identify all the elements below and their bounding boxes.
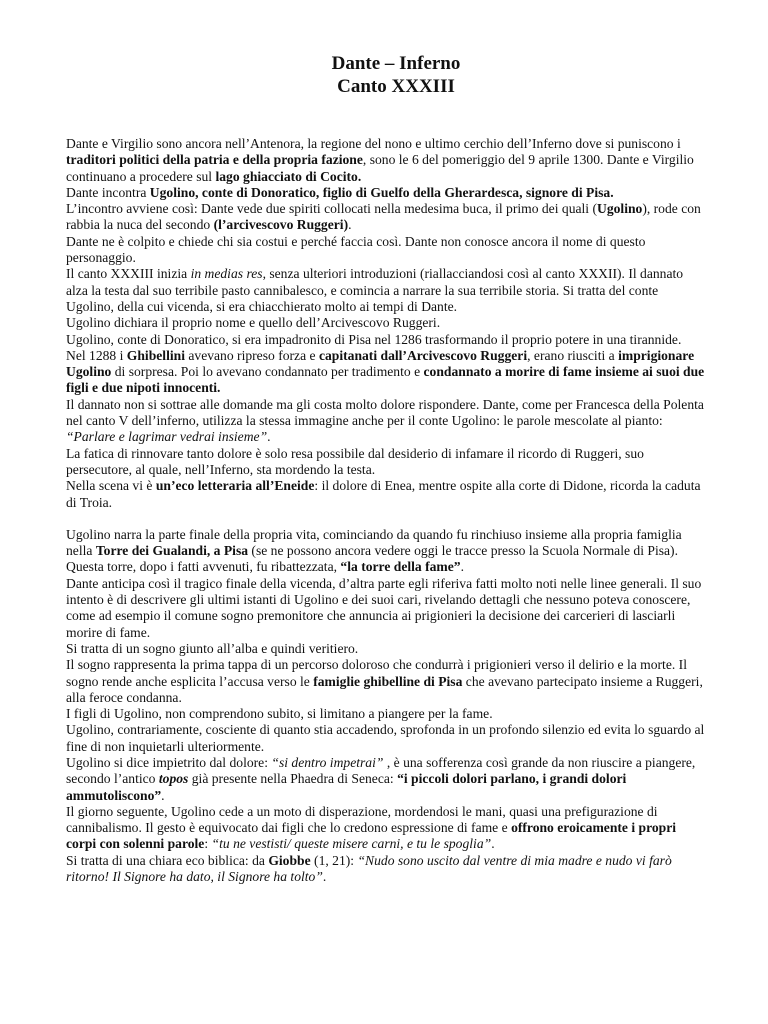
text-run: che avevano partecipato insieme a Ruggeri, alla feroce condanna. [66, 673, 703, 705]
section-2 [66, 527, 706, 886]
text-run: lago ghiacciato di Cocito. [215, 168, 362, 184]
text-run: Giobbe [268, 852, 311, 868]
text-run: La fatica di rinnovare tanto dolore è solo resa possibile dal desiderio di infamare il ricordo di Ruggeri, suo persecutore, al quale, nell’Inferno, sta mordendo la testa. [66, 445, 644, 477]
section-1 [66, 136, 706, 511]
paragraph [66, 332, 706, 348]
text-run: traditori politici della patria e della propria fazione [66, 152, 363, 168]
text-run: un’eco letteraria all’Eneide [155, 478, 315, 494]
text-run: ), rode con rabbia la nuca del secondo [66, 201, 701, 233]
text-run: Ugolino, conte di Donoratico, si era impadronito di Pisa nel 1286 trasformando il proprio potere in una tirannide. [66, 331, 682, 347]
text-run: : [204, 836, 212, 852]
text-run: Il giorno seguente, Ugolino cede a un moto di disperazione, mordendosi le mani, quasi una prefigurazione di cannibalismo. Il gesto è equivocato dai figli che lo credono espressione di fame e [66, 803, 658, 836]
text-run: già presente nella Phaedra di Seneca: [188, 771, 398, 787]
text-run: Ugolino, contrariamente, cosciente di quanto stia accadendo, sprofonda in un profondo silenzio ed evita lo sguardo al fine di non inquietarli ulteriormente. [66, 722, 705, 754]
text-run: Il dannato non si sottrae alle domande ma gli costa molto dolore rispondere. Dante, come per Francesca della Polenta nel canto V dell’inferno, utilizza la stessa immagine anche per il conte Ugolino: le parole mescolate al pianto: [66, 396, 704, 429]
paragraph [66, 136, 706, 185]
text-run: Ugolino si dice impietrito dal dolore: [66, 754, 272, 770]
paragraph [66, 641, 706, 657]
text-run: avevano ripreso forza e [184, 347, 319, 363]
paragraph [66, 722, 706, 755]
text-run: , sono le 6 del pomeriggio del 9 aprile 1300. Dante e Virgilio continuano a procedere sul [66, 152, 694, 184]
text-run: Dante e Virgilio sono ancora nell’Antenora, la regione del nono e ultimo cerchio dell’Inferno dove si puniscono i [66, 136, 681, 151]
text-run: . [491, 836, 495, 852]
text-run: . [161, 787, 165, 803]
text-run: Il canto XXXIII inizia [66, 266, 191, 282]
paragraph [66, 527, 706, 576]
paragraph [66, 266, 706, 315]
paragraph [66, 804, 706, 853]
text-run: : il dolore di Enea, mentre ospite alla corte di Didone, ricorda la caduta di Troia. [66, 478, 701, 510]
paragraph [66, 853, 706, 886]
text-run: L’incontro avviene così: Dante vede due spiriti collocati nella medesima buca, il primo dei quali ( [66, 201, 597, 217]
text-run: “i piccoli dolori parlano, i grandi dolori ammutoliscono” [66, 771, 627, 803]
text-run: capitanati dall’Arcivescovo Ruggeri [318, 347, 528, 363]
text-run: “Parlare e lagrimar vedrai insieme” [66, 429, 268, 445]
text-run: Nel 1288 i [66, 347, 127, 363]
paragraph [66, 755, 706, 804]
text-run: Ghibellini [126, 347, 185, 363]
section-gap [66, 511, 706, 527]
text-run: famiglie ghibelline di Pisa [313, 673, 463, 689]
text-run: Ugolino [597, 201, 643, 217]
text-run: Dante ne è colpito e chiede chi sia costui e perché faccia così. Dante non conosce ancora il nome di questo personaggio. [66, 233, 646, 266]
text-run: Si tratta di una chiara eco biblica: da [66, 852, 269, 868]
text-run: Ugolino dichiara il proprio nome e quello dell’Arcivescovo Ruggeri. [66, 315, 441, 331]
text-run: Ugolino, conte di Donoratico, figlio di Guelfo della Gherardesca, signore di Pisa. [149, 184, 614, 200]
text-run: (se ne possono ancora vedere oggi le tracce presso la Scuola Normale di Pisa). Questa torre, dopo i fatti avvenuti, fu ribattezzata, [66, 543, 678, 575]
paragraph [66, 706, 706, 722]
text-run: , erano riusciti a [527, 347, 619, 363]
paragraph [66, 185, 706, 201]
paragraph [66, 201, 706, 234]
document-subtitle: Canto XXXIII [337, 76, 455, 97]
paragraph [66, 446, 706, 479]
text-run: “si dentro impetrai” [271, 754, 384, 770]
document-body [66, 136, 706, 885]
text-run: in medias res [190, 266, 263, 282]
text-run: “tu ne vestisti/ queste misere carni, e tu le spoglia” [211, 836, 492, 852]
text-run: “la torre della fame” [340, 559, 461, 575]
text-run: I figli di Ugolino, non comprendono subito, si limitano a piangere per la fame. [66, 706, 493, 722]
text-run: Ugolino narra la parte finale della propria vita, cominciando da quando fu rinchiuso insieme alla propria famiglia nella [66, 526, 682, 559]
document-title: Dante – Inferno [331, 53, 461, 74]
text-run: (l’arcivescovo Ruggeri) [213, 217, 349, 233]
text-run: Dante anticipa così il tragico finale della vicenda, d’altra parte egli riferiva fatti molto noti nelle linee generali. Il suo intento è di descrivere gli ultimi istanti di Ugolino e dei suoi cari, rivelando dettagli che nessuno poteva conoscere, come ad esempio il comune sogno premonitore che annuncia ai prigionieri la decisione dei carcerieri di lasciarli morire di fame. [66, 575, 702, 640]
text-run: imprigionare Ugolino [66, 347, 695, 380]
document-page [66, 52, 706, 885]
text-run: condannato a morire di fame insieme ai suoi due figli e due nipoti innocenti. [66, 364, 705, 396]
title-block [86, 52, 706, 98]
text-run: offrono eroicamente i propri corpi con solenni parole [66, 820, 677, 852]
text-run: , senza ulteriori introduzioni (riallacciandosi così al canto XXXII). Il dannato alza la testa dal suo terribile pasto cannibalesco, e comincia a narrare la sua terribile storia. Si tratta del conte Ugolino, della cui vicenda, si era chiacchierato molto ai tempi di Dante. [66, 266, 684, 314]
paragraph [66, 315, 706, 331]
text-run: , è una sofferenza così grande da non riuscire a piangere, secondo l’antico [66, 754, 696, 787]
text-run: di sorpresa. Poi lo avevano condannato per tradimento e [111, 364, 424, 380]
text-run: Torre dei Gualandi, a Pisa [95, 543, 249, 559]
text-run: Il sogno rappresenta la prima tappa di un percorso doloroso che condurrà i prigionieri verso il delirio e la morte. Il sogno rende anche esplicita l’accusa verso le [66, 657, 687, 689]
text-run: “Nudo sono uscito dal ventre di mia madre e nudo vi farò ritorno! Il Signore ha dato, il Signore ha tolto” [66, 852, 672, 885]
text-run: . [322, 869, 327, 885]
text-run: Si tratta di un sogno giunto all’alba e quindi veritiero. [66, 640, 359, 656]
text-run: topos [158, 771, 189, 787]
text-run: Nella scena vi è [66, 478, 156, 494]
paragraph [66, 397, 706, 446]
text-run: (1, 21): [310, 852, 358, 868]
text-run: Dante incontra [66, 184, 150, 200]
text-run: . [267, 429, 271, 445]
text-run: . [460, 559, 464, 575]
paragraph [66, 478, 706, 511]
paragraph [66, 576, 706, 641]
text-run: . [348, 217, 352, 233]
paragraph [66, 234, 706, 267]
paragraph [66, 657, 706, 706]
paragraph [66, 348, 706, 397]
